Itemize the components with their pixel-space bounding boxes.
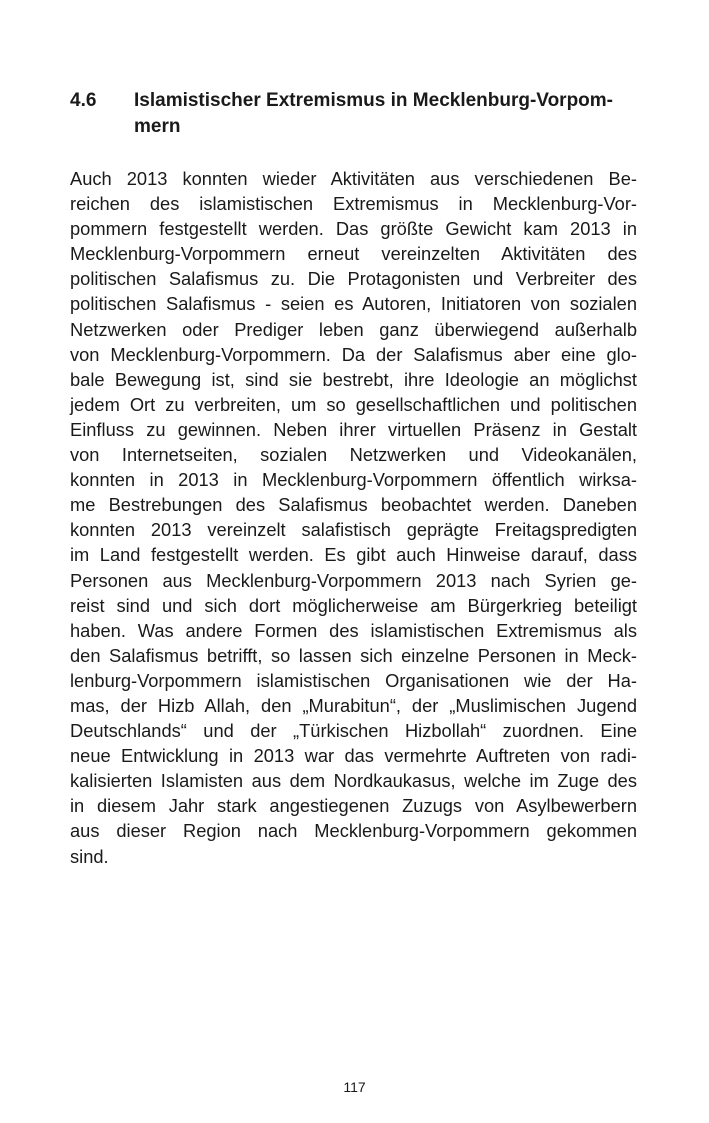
paragraph-line: sind. [70, 845, 109, 867]
paragraph-line: neue Entwicklung in 2013 war das vermehrte Auftreten von radi- [70, 745, 637, 767]
paragraph-line: Auch 2013 konnten wieder Aktivitäten aus verschiedenen Be- [70, 168, 637, 189]
paragraph-line: in diesem Jahr stark angestiegenen Zuzugs von Asylbewerbern [70, 795, 637, 817]
paragraph-line: reist sind und sich dort möglicherweise am Bürgerkrieg beteiligt [70, 594, 637, 616]
section-number: 4.6 [70, 90, 97, 111]
paragraph-line: politischen Salafismus - seien es Autoren, Initiatoren von sozialen [70, 293, 637, 315]
paragraph-line: von Internetseiten, sozialen Netzwerken und Videokanälen, [70, 444, 637, 466]
paragraph-line: jedem Ort zu verbreiten, um so gesellschaftlichen und politischen [70, 393, 637, 415]
paragraph-line: Mecklenburg-Vorpommern erneut vereinzelten Aktivitäten des [70, 243, 637, 265]
paragraph-line: haben. Was andere Formen des islamistischen Extremismus als [70, 619, 637, 641]
paragraph-line: pommern festgestellt werden. Das größte Gewicht kam 2013 in [70, 218, 637, 240]
paragraph-line: lenburg-Vorpommern islamistischen Organisationen wie der Ha- [70, 669, 637, 691]
paragraph-line: Personen aus Mecklenburg-Vorpommern 2013 nach Syrien ge- [70, 569, 637, 591]
section-title-line-1: Islamistischer Extremismus in Mecklenburg-Vorpom- [134, 90, 614, 111]
paragraph-line: mas, der Hizb Allah, den „Murabitun“, der „Muslimischen Jugend [70, 694, 637, 716]
paragraph-line: Deutschlands“ und der „Türkischen Hizbollah“ zuordnen. Eine [70, 720, 637, 742]
paragraph-line: Einfluss zu gewinnen. Neben ihrer virtuellen Präsenz in Gestalt [70, 418, 637, 440]
paragraph-line: Netzwerken oder Prediger leben ganz überwiegend außerhalb [70, 318, 637, 340]
paragraph-line: kalisierten Islamisten aus dem Nordkaukasus, welche im Zuge des [70, 770, 637, 792]
paragraph-line: me Bestrebungen des Salafismus beobachtet werden. Daneben [70, 494, 637, 516]
paragraph-line: reichen des islamistischen Extremismus in Mecklenburg-Vor- [70, 193, 637, 215]
section-title-line-2: mern [134, 116, 181, 137]
paragraph-line: im Land festgestellt werden. Es gibt auch Hinweise darauf, dass [70, 544, 637, 566]
section-title [134, 88, 637, 140]
paragraph-line: aus dieser Region nach Mecklenburg-Vorpommern gekommen [70, 820, 637, 842]
page-content [70, 88, 637, 869]
paragraph-line: politischen Salafismus zu. Die Protagonisten und Verbreiter des [70, 268, 637, 290]
paragraph-line: den Salafismus betrifft, so lassen sich einzelne Personen in Meck- [70, 644, 637, 666]
paragraph-line: von Mecklenburg-Vorpommern. Da der Salafismus aber eine glo- [70, 343, 637, 365]
body-paragraph [70, 166, 637, 869]
page-number: 117 [343, 1079, 366, 1095]
paragraph-line: konnten in 2013 in Mecklenburg-Vorpommern öffentlich wirksa- [70, 469, 637, 491]
paragraph-line: konnten 2013 vereinzelt salafistisch geprägte Freitagspredigten [70, 519, 637, 541]
paragraph-line: bale Bewegung ist, sind sie bestrebt, ihre Ideologie an möglichst [70, 368, 637, 390]
section-heading [70, 88, 637, 140]
